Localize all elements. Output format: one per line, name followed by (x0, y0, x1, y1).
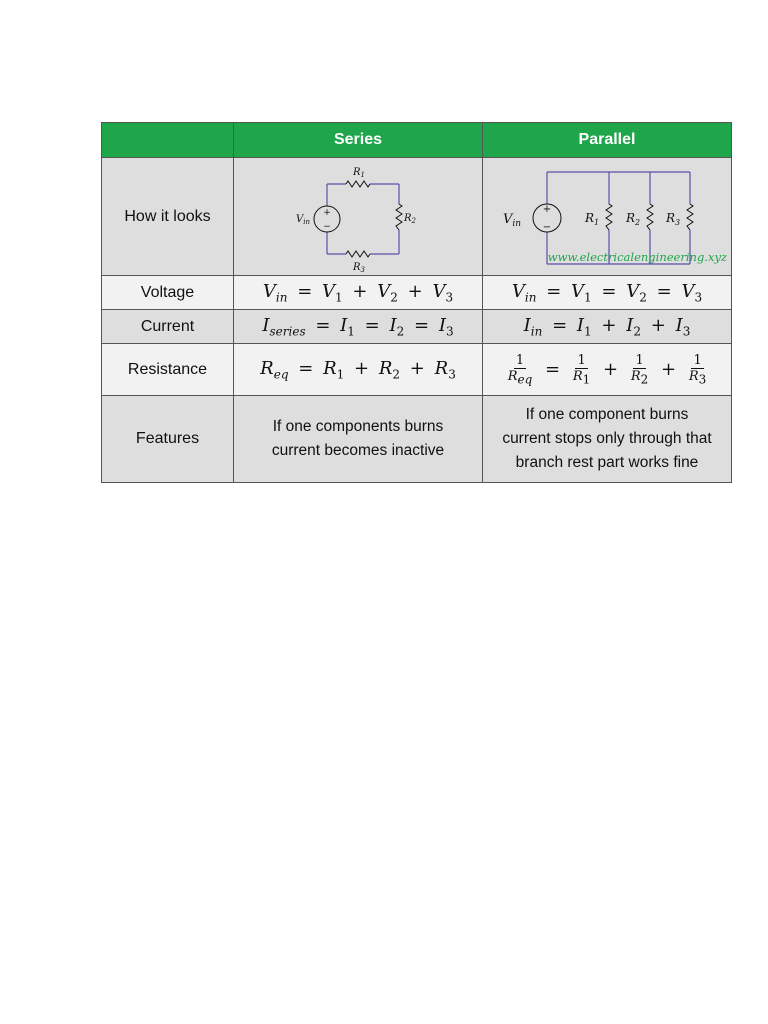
features-parallel-line: current stops only through that (502, 430, 712, 447)
parallel-r1-label: $R_1$ (585, 210, 600, 227)
resistance-parallel-formula: $\frac{1}{R_{eq}}$ = $\frac{1}{R_1}$ + $\frac{1}{R_2}$ + $\frac{1}{R_3}$ (507, 352, 707, 387)
watermark-text: www.electricalengineering.xyz (547, 249, 727, 264)
row-label-voltage: Voltage (102, 276, 234, 309)
features-series-text (234, 396, 483, 482)
series-r3-label: $R_3$ (353, 261, 365, 274)
header-series: Series (234, 123, 483, 157)
parallel-resistor-r1-icon (606, 204, 612, 230)
row-label-current: Current (102, 310, 234, 343)
current-parallel-formula: $I_{in} = I_1 + I_2 + I_3$ (523, 314, 691, 339)
resistor-r3-icon (346, 251, 370, 257)
current-series-formula: $I_{series} = I_1 = I_2 = I_3$ (234, 310, 483, 343)
row-label-features: Features (102, 396, 234, 482)
svg-text:−: − (323, 221, 331, 232)
row-how-it-looks (102, 158, 731, 276)
series-vin-label: $V_{in}$ (296, 213, 310, 226)
resistance-series-formula: $R_{eq} = R_1 + R_2 + R_3$ (234, 344, 483, 395)
svg-text:−: − (542, 221, 552, 233)
parallel-resistor-r2-icon (647, 204, 653, 230)
series-r1-label: $R_1$ (353, 166, 365, 179)
series-diagram-cell (234, 158, 483, 275)
row-label-resistance: Resistance (102, 344, 234, 395)
row-current (102, 310, 731, 344)
parallel-resistor-r3-icon (687, 204, 693, 230)
parallel-r3-label: $R_3$ (666, 210, 681, 227)
series-r2-label: $R_2$ (404, 212, 416, 225)
features-parallel-line: If one component burns (525, 406, 689, 423)
row-voltage (102, 276, 731, 310)
row-resistance (102, 344, 731, 396)
header-blank (102, 123, 234, 157)
series-circuit-diagram (238, 160, 478, 274)
features-parallel-line: branch rest part works fine (515, 454, 699, 471)
row-features (102, 396, 731, 482)
parallel-r2-label: $R_2$ (626, 210, 641, 227)
voltage-parallel-formula: $V_{in} = V_1 = V_2 = V_3$ (511, 280, 703, 305)
voltage-series-formula: $V_{in} = V_1 + V_2 + V_3$ (234, 276, 483, 309)
header-parallel: Parallel (483, 123, 731, 157)
features-series-line: If one components burns (272, 418, 444, 435)
resistor-r1-icon (346, 181, 370, 187)
comparison-table (101, 122, 732, 483)
svg-text:+: + (542, 203, 552, 215)
header-row (102, 123, 731, 158)
row-label-how-it-looks: How it looks (102, 158, 234, 275)
parallel-circuit-diagram (487, 160, 727, 274)
parallel-vin-label: $V_{in}$ (503, 211, 522, 229)
svg-text:+: + (323, 207, 331, 218)
parallel-diagram-cell (483, 158, 731, 275)
features-series-line: current becomes inactive (271, 442, 445, 459)
resistor-r2-icon (396, 204, 402, 230)
features-parallel-text (483, 396, 731, 482)
